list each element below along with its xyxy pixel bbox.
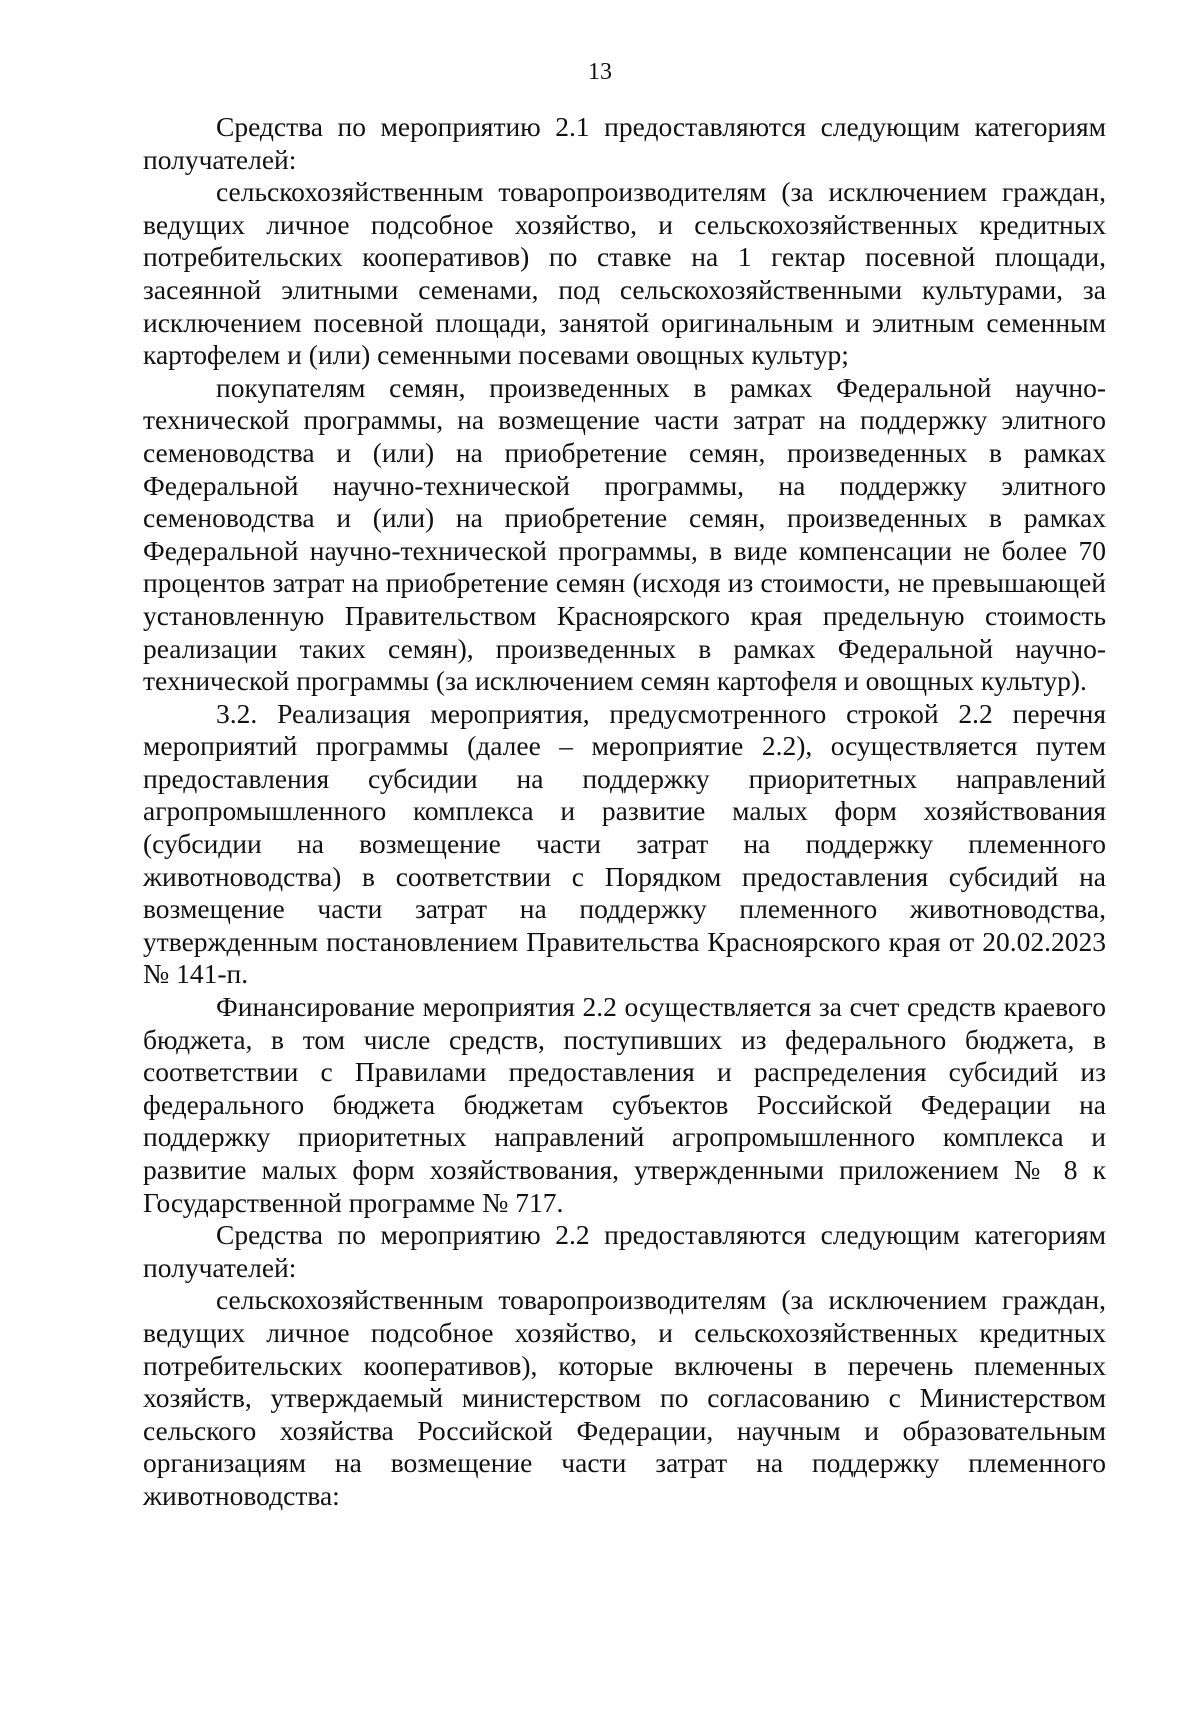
paragraph-financing-2-2: Финансирование мероприятия 2.2 осуществляется за счет средств краевого бюджета, в том числе средств, поступивших из федерального бюджета, в соответствии с Правилами предоставления и распределения субсидий из федерального бюджета бюджетам субъектов Российской Федерации на поддержку приоритетных направлений агропромышленного комплекса и развитие малых форм хозяйствования, утвержденными приложением № 8 к Государственной программе № 717. — [143, 991, 1106, 1218]
document-body — [143, 111, 1106, 1513]
page-number: 13 — [588, 59, 612, 85]
paragraph-recipients-2-1-intro: Средства по мероприятию 2.1 предоставляются следующим категориям получателей: — [143, 111, 1106, 175]
paragraph-breeding-farms: сельскохозяйственным товаропроизводителям (за исключением граждан, ведущих личное подсобное хозяйство, и сельскохозяйственных кредитных потребительских кооперативов), которые включены в перечень племенных хозяйств, утверждаемый министерством по согласованию с Министерством сельского хозяйства Российской Федерации, научным и образовательным организациям на возмещение части затрат на поддержку племенного животноводства: — [143, 1284, 1106, 1511]
paragraph-section-3-2: 3.2. Реализация мероприятия, предусмотренного строкой 2.2 перечня мероприятий программы (далее – мероприятие 2.2), осуществляется путем предоставления субсидии на поддержку приоритетных направлений агропромышленного комплекса и развитие малых форм хозяйствования (субсидии на возмещение части затрат на поддержку племенного животноводства) в соответствии с Порядком предоставления субсидий на возмещение части затрат на поддержку племенного животноводства, утвержденным постановлением Правительства Красноярского края от 20.02.2023 № 141-п. — [143, 697, 1106, 990]
paragraph-recipients-2-2-intro: Средства по мероприятию 2.2 предоставляются следующим категориям получателей: — [143, 1219, 1106, 1283]
paragraph-seed-buyers-compensation: покупателям семян, произведенных в рамках Федеральной научно-технической программы, на возмещение части затрат на поддержку элитного семеноводства и (или) на приобретение семян, произведенных в рамках Федеральной научно-технической программы, на поддержку элитного семеноводства и (или) на приобретение семян, произведенных в рамках Федеральной научно-технической программы, в виде компенсации не более 70 процентов затрат на приобретение семян (исходя из стоимости, не превышающей установленную Правительством Красноярского края предельную стоимость реализации таких семян), произведенных в рамках Федеральной научно-технической программы (за исключением семян картофеля и овощных культур). — [143, 371, 1106, 697]
paragraph-agricultural-producers-elite-seeds: сельскохозяйственным товаропроизводителям (за исключением граждан, ведущих личное подсобное хозяйство, и сельскохозяйственных кредитных потребительских кооперативов) по ставке на 1 гектар посевной площади, засеянной элитными семенами, под сельскохозяйственными культурами, за исключением посевной площади, занятой оригинальным и элитным семенным картофелем и (или) семенными посевами овощных культур; — [143, 176, 1106, 371]
